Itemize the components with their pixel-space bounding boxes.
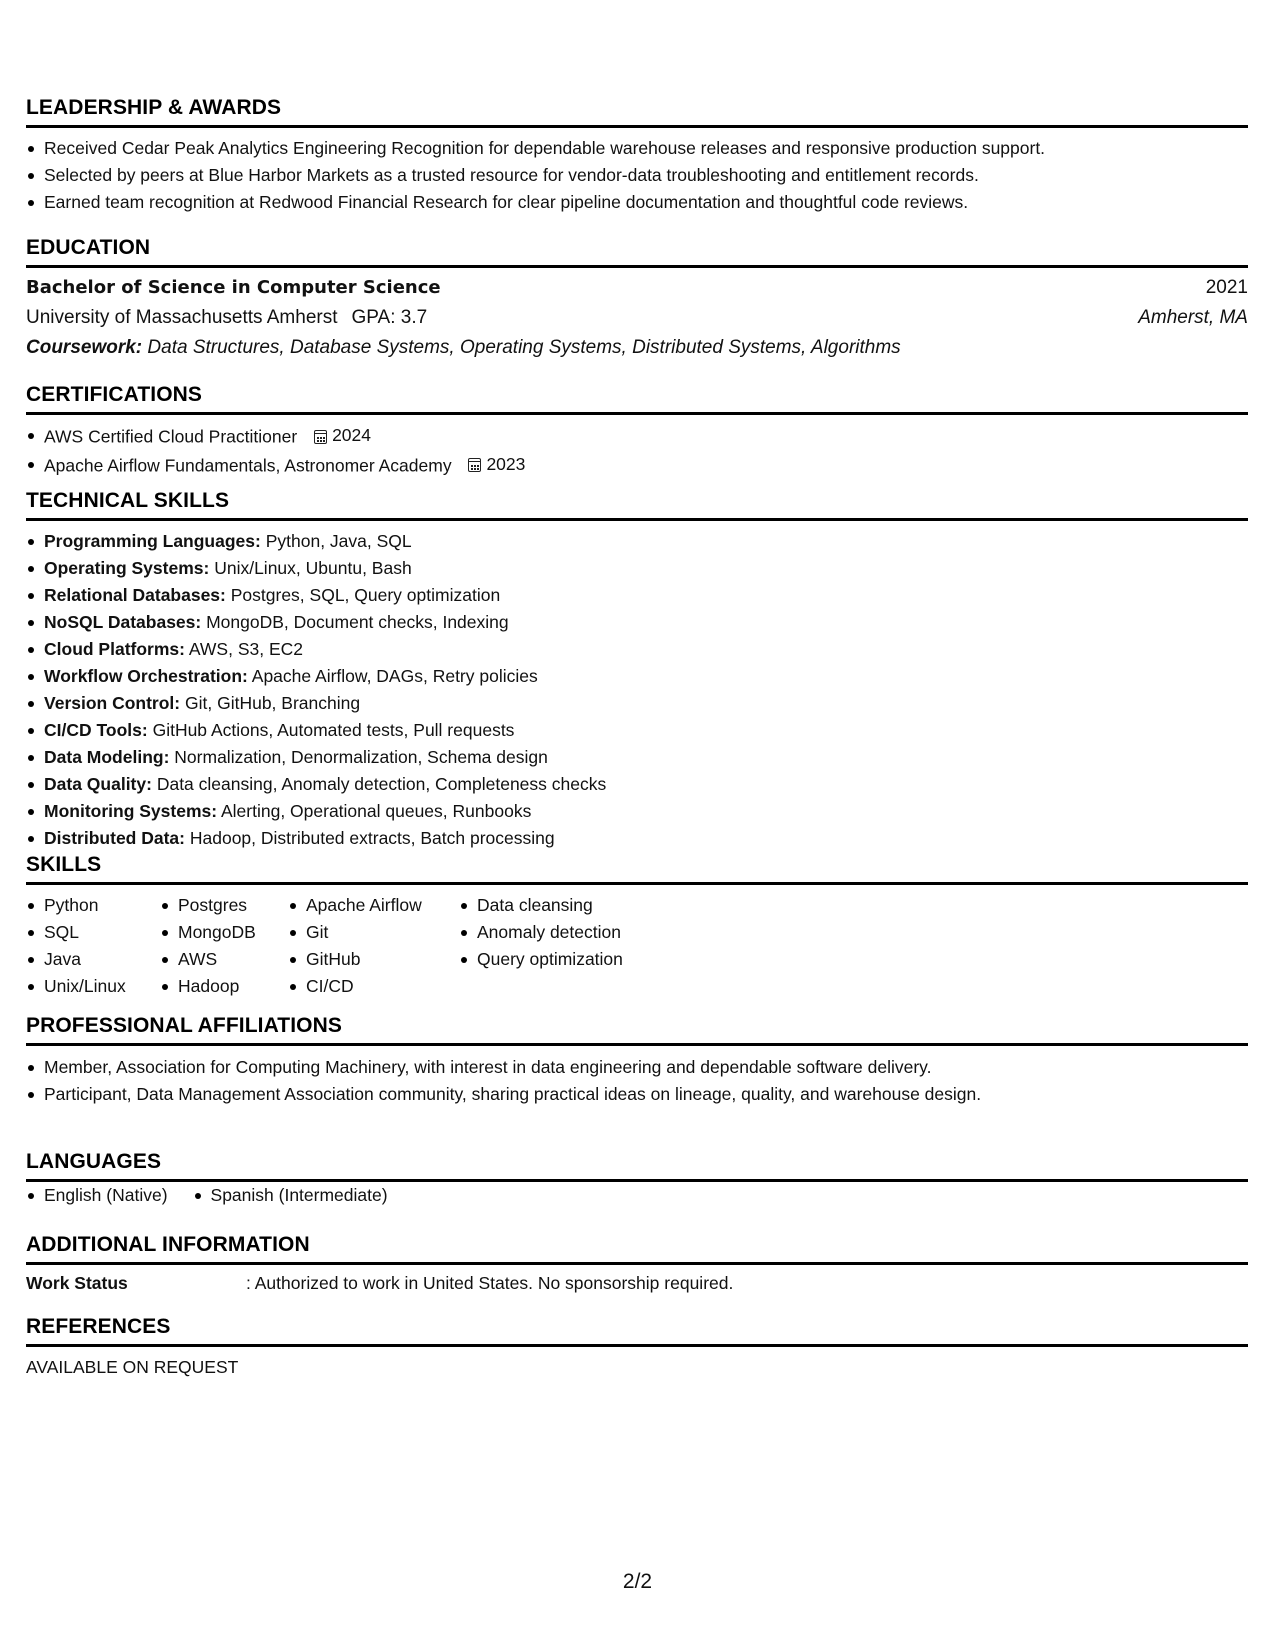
school-name: University of Massachusetts Amherst — [26, 307, 338, 328]
work-status-value: : Authorized to work in United States. No sponsorship required. — [246, 1273, 734, 1293]
list-item — [26, 744, 1248, 771]
section-divider — [26, 518, 1248, 521]
certification-year: 2024 — [332, 425, 372, 445]
coursework-label: Coursework: — [26, 337, 143, 358]
education-degree-row — [26, 273, 1248, 303]
page-number: 2/2 — [622, 1570, 653, 1593]
work-status-row — [26, 1270, 1248, 1297]
section-divider — [26, 1043, 1248, 1046]
skill-values: Unix/Linux, Ubuntu, Bash — [214, 558, 412, 578]
list-item — [26, 528, 1248, 555]
list-item — [26, 798, 1248, 825]
section-skills — [26, 853, 1248, 1000]
gpa: GPA: 3.7 — [351, 307, 428, 328]
skill-category: Relational Databases: — [44, 585, 226, 605]
list-item: Postgres — [160, 892, 288, 919]
skills-column — [459, 892, 679, 1000]
section-title: ADDITIONAL INFORMATION — [26, 1233, 310, 1256]
education-school-row — [26, 303, 1248, 333]
section-divider — [26, 265, 1248, 268]
graduation-year: 2021 — [1205, 277, 1248, 298]
certification-name: AWS Certified Cloud Practitioner — [44, 426, 298, 447]
skill-values: Python, Java, SQL — [265, 531, 412, 551]
section-title: LANGUAGES — [26, 1150, 162, 1173]
list-item: English (Native) — [26, 1182, 168, 1209]
leadership-list — [26, 135, 1248, 216]
list-item: Apache Airflow — [288, 892, 459, 919]
skills-column — [26, 892, 160, 1000]
list-item: Hadoop — [160, 973, 288, 1000]
list-item: Received Cedar Peak Analytics Engineering Recognition for dependable warehouse releases and responsive production support. — [26, 135, 1248, 162]
skill-values: Alerting, Operational queues, Runbooks — [220, 801, 532, 821]
list-item: Selected by peers at Blue Harbor Markets as a trusted resource for vendor-data troubleshooting and entitlement records. — [26, 162, 1248, 189]
list-item — [26, 771, 1248, 798]
skills-column — [288, 892, 459, 1000]
skill-values: AWS, S3, EC2 — [188, 639, 303, 659]
degree-name: Bachelor of Science in Computer Science — [26, 277, 441, 298]
section-title: TECHNICAL SKILLS — [26, 489, 230, 512]
list-item — [26, 609, 1248, 636]
skill-values: GitHub Actions, Automated tests, Pull requests — [152, 720, 515, 740]
list-item: Anomaly detection — [459, 919, 679, 946]
list-item: Unix/Linux — [26, 973, 160, 1000]
certifications-list — [26, 422, 1248, 479]
list-item — [26, 825, 1248, 852]
skill-category: NoSQL Databases: — [44, 612, 202, 632]
list-item: Java — [26, 946, 160, 973]
section-additional-information — [26, 1233, 1248, 1297]
list-item: CI/CD — [288, 973, 459, 1000]
section-title: PROFESSIONAL AFFILIATIONS — [26, 1014, 342, 1037]
skill-category: Workflow Orchestration: — [44, 666, 248, 686]
list-item: Member, Association for Computing Machinery, with interest in data engineering and dependable software delivery. — [26, 1054, 1248, 1081]
list-item: Git — [288, 919, 459, 946]
section-leadership-awards — [26, 96, 1248, 216]
skill-values: Git, GitHub, Branching — [185, 693, 361, 713]
section-technical-skills — [26, 489, 1248, 852]
section-certifications — [26, 383, 1248, 479]
skills-columns — [26, 892, 1248, 1000]
list-item — [26, 555, 1248, 582]
section-title: LEADERSHIP & AWARDS — [26, 96, 282, 119]
skills-column — [160, 892, 288, 1000]
section-divider — [26, 1262, 1248, 1265]
list-item: Participant, Data Management Association community, sharing practical ideas on lineage, quality, and warehouse design. — [26, 1081, 1248, 1108]
work-status-label: Work Status — [26, 1273, 128, 1293]
certification-name: Apache Airflow Fundamentals, Astronomer Academy — [44, 455, 452, 475]
list-item — [26, 663, 1248, 690]
section-education — [26, 236, 1248, 363]
skill-category: Version Control: — [44, 693, 181, 713]
section-title: SKILLS — [26, 853, 102, 876]
skill-category: Data Modeling: — [44, 747, 170, 767]
affiliations-list — [26, 1054, 1248, 1108]
section-divider — [26, 125, 1248, 128]
section-title: REFERENCES — [26, 1315, 171, 1338]
list-item: AWS — [160, 946, 288, 973]
list-item — [26, 422, 1248, 451]
section-title: EDUCATION — [26, 236, 151, 259]
list-item: Spanish (Intermediate) — [193, 1182, 388, 1209]
list-item: Earned team recognition at Redwood Financial Research for clear pipeline documentation and thoughtful code reviews. — [26, 189, 1248, 216]
list-item: SQL — [26, 919, 160, 946]
section-divider — [26, 412, 1248, 415]
skill-values: Hadoop, Distributed extracts, Batch processing — [189, 828, 555, 848]
languages-list — [26, 1182, 1248, 1209]
skill-category: Cloud Platforms: — [44, 639, 185, 659]
list-item — [26, 582, 1248, 609]
section-professional-affiliations — [26, 1014, 1248, 1108]
skill-category: Data Quality: — [44, 774, 152, 794]
list-item — [26, 717, 1248, 744]
skill-category: Operating Systems: — [44, 558, 210, 578]
skill-category: CI/CD Tools: — [44, 720, 148, 740]
calendar-icon — [314, 430, 327, 444]
list-item: GitHub — [288, 946, 459, 973]
list-item: Python — [26, 892, 160, 919]
references-text: AVAILABLE ON REQUEST — [26, 1357, 239, 1377]
skill-category: Monitoring Systems: — [44, 801, 218, 821]
list-item: Query optimization — [459, 946, 679, 973]
section-divider — [26, 1344, 1248, 1347]
skill-category: Distributed Data: — [44, 828, 185, 848]
list-item: Data cleansing — [459, 892, 679, 919]
list-item — [26, 451, 1248, 480]
list-item — [26, 636, 1248, 663]
section-divider — [26, 882, 1248, 885]
calendar-icon — [468, 458, 481, 472]
list-item: MongoDB — [160, 919, 288, 946]
technical-skills-list — [26, 528, 1248, 852]
skill-values: Normalization, Denormalization, Schema design — [174, 747, 548, 767]
coursework-list: Data Structures, Database Systems, Operating Systems, Distributed Systems, Algorithms — [147, 337, 901, 358]
skill-values: MongoDB, Document checks, Indexing — [206, 612, 509, 632]
skill-values: Apache Airflow, DAGs, Retry policies — [251, 666, 538, 686]
coursework — [26, 333, 1248, 363]
section-languages — [26, 1150, 1248, 1209]
skill-category: Programming Languages: — [44, 531, 261, 551]
section-title: CERTIFICATIONS — [26, 383, 203, 406]
certification-year: 2023 — [486, 453, 526, 474]
section-references — [26, 1315, 1248, 1381]
skill-values: Data cleansing, Anomaly detection, Completeness checks — [156, 774, 607, 794]
school-location: Amherst, MA — [1138, 307, 1248, 328]
skill-values: Postgres, SQL, Query optimization — [230, 585, 501, 605]
list-item — [26, 690, 1248, 717]
